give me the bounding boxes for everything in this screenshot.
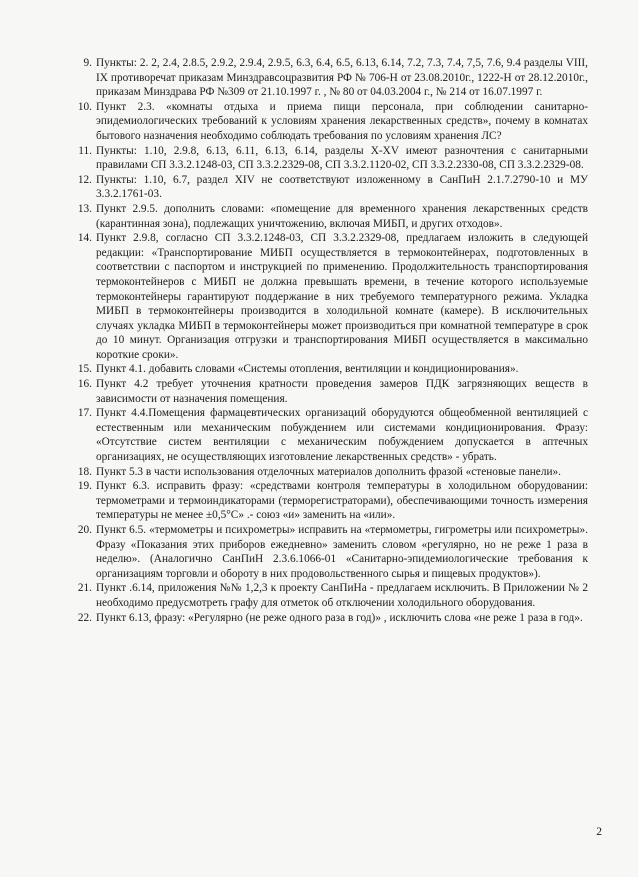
numbered-list xyxy=(77,56,588,625)
list-item xyxy=(77,202,588,231)
item-number: 16. xyxy=(77,378,92,391)
item-text: Пункт 4.4.Помещения фармацевтических организаций оборудуются общеобменной вентиляцией с естественным или механическим побуждением или системами кондиционирования. Фразу: «Отсутствие систем вентиляции с механическим побуждением допускается в аптечных организациях, не осуществляющих изготовление лекарственных средств» - убрать. xyxy=(96,407,588,464)
list-item xyxy=(77,406,588,464)
item-text: Пункты: 1.10, 6.7, раздел XIV не соответствуют изложенному в СанПиН 2.1.7.2790-10 и МУ 3.3.2.1761-03. xyxy=(96,173,588,201)
item-number: 12. xyxy=(77,173,92,186)
list-item xyxy=(77,377,588,406)
list-item xyxy=(77,611,588,626)
item-text: Пункт 4.1. добавить словами «Системы отопления, вентиляции и кондиционирования». xyxy=(96,363,519,376)
item-text: Пункт 6.13, фразу: «Регулярно (не реже одного раза в год)» , исключить слова «не реже 1 раза в год». xyxy=(96,611,583,624)
item-number: 21. xyxy=(77,582,92,595)
item-number: 19. xyxy=(77,480,92,493)
list-item xyxy=(77,581,588,610)
item-number: 9. xyxy=(83,57,92,69)
list-item xyxy=(77,523,588,581)
item-text: Пункт .6.14, приложения №№ 1,2,3 к проекту СанПиНа - предлагаем исключить. В Приложении № 2 необходимо предусмотреть графу для отметок об отключении холодильного оборудования. xyxy=(96,582,588,609)
item-text: Пункт 2.9.8, согласно СП 3.3.2.1248-03, СП 3.3.2.2329-08, предлагаем изложить в следующей редакции: «Транспортирование МИБП осуществляется в термоконтейнерах, подготовленных в соответствии с паспортом и инструкцией по применению. Продолжительность транспортирования термоконтейнеров с МИБП не должна превышать времени, в течение которого используемые термоконтейнеры гарантируют поддержание в них требуемого температурного режима. Укладка МИБП в термоконтейнеры производится в холодильной комнате (камере). В исключительных случаях укладка МИБП в термоконтейнеры может производиться при комнатной температуре в срок до 10 минут. Организация отгрузки и транспортирования МИБП осуществляется в максимально короткие сроки». xyxy=(96,232,588,361)
list-item xyxy=(77,100,588,144)
list-item xyxy=(77,173,588,202)
item-text: Пункт 2.3. «комнаты отдыха и приема пищи персонала, при соблюдении санитарно-эпидемиологических требований к условиям хранения лекарственных средств», почему в комнатах бытового назначения необходимо соблюдать требования по условиям хранения ЛС? xyxy=(96,100,588,142)
item-text: Пункты: 2. 2, 2.4, 2.8.5, 2.9.2, 2.9.4, 2.9.5, 6.3, 6.4, 6.5, 6.13, 6.14, 7.2, 7.3, 7.4, 7,5, 7.6, 9.4 разделы VIII, IX противоречат приказам Минздравсоцразвития РФ № 706-Н от 23.08.2010г., 1222-Н от 28.12.2010г., приказам Минздрава РФ №309 от 21.10.1997 г. , № 80 от 04.03.2004 г., № 214 от 16.07.1997 г. xyxy=(96,57,588,99)
item-number: 13. xyxy=(77,202,92,215)
item-number: 15. xyxy=(77,363,92,376)
list-item xyxy=(83,56,588,100)
item-number: 18. xyxy=(77,465,92,478)
item-number: 11. xyxy=(78,144,92,157)
list-item xyxy=(77,479,588,523)
item-text: Пункт 5.3 в части использования отделочных материалов дополнить фразой «стеновые панели». xyxy=(96,465,561,478)
item-text: Пункт 4.2 требует уточнения кратности проведения замеров ПДК загрязняющих веществ в зависимости от назначения помещения. xyxy=(96,378,588,405)
item-number: 17. xyxy=(77,407,92,420)
item-text: Пункт 6.5. «термометры и психрометры» исправить на «термометры, гигрометры или психрометры». Фразу «Показания этих приборов ежедневно» заменить словом «регулярно, но не реже 1 раза в неделю». (Аналогично СанПиН 2.3.6.1066-01 «Санитарно-эпидемиологические требования к организациям торговли и обороту в них продовольственного сырья и пищевых продуктов»). xyxy=(96,524,588,580)
item-number: 22. xyxy=(77,611,92,624)
item-text: Пункты: 1.10, 2.9.8, 6.13, 6.11, 6.13, 6.14, разделы X-XV имеют разночтения с санитарными правилами СП 3.3.2.1248-03, СП 3.3.2.2329-08, СП 3.3.2.1120-02, СП 3.3.2.2330-08, СП 3.3.2.2329-08. xyxy=(96,144,588,172)
item-number: 10. xyxy=(77,100,92,113)
item-text: Пункт 2.9.5. дополнить словами: «помещение для временного хранения лекарственных средств (карантинная зона), подлежащих уничтожению, включая МИБП, и других отходов». xyxy=(96,202,588,230)
list-item xyxy=(77,362,588,377)
list-item xyxy=(78,144,588,173)
list-item xyxy=(77,465,588,480)
item-text: Пункт 6.3. исправить фразу: «средствами контроля температуры в холодильном оборудовании: термометрами и термоиндикаторами (терморегистраторами), обеспечивающими точность измерения температуры не менее ±0,5°С» .- союз «и» заменить на «или». xyxy=(96,480,588,522)
list-item xyxy=(77,231,588,362)
item-number: 14. xyxy=(77,232,92,245)
page-number: 2 xyxy=(596,826,602,838)
item-number: 20. xyxy=(77,524,92,536)
